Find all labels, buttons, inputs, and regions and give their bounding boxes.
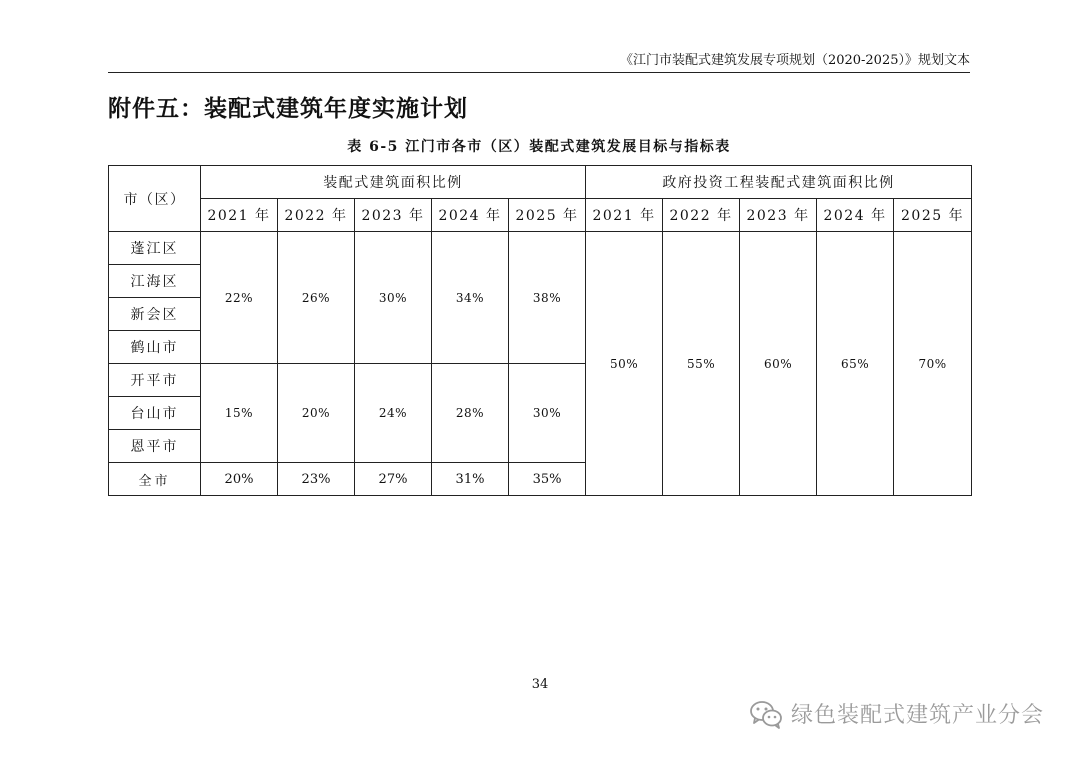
year-header: 2021 年 (586, 199, 663, 232)
year-header: 2025 年 (894, 199, 972, 232)
year-header-row (109, 199, 972, 232)
year-header: 2021 年 (201, 199, 278, 232)
gov-value-cell: 50% (586, 232, 663, 496)
year-header: 2022 年 (278, 199, 355, 232)
year-header: 2025 年 (509, 199, 586, 232)
gov-value-cell: 70% (894, 232, 972, 496)
district-cell: 台山市 (109, 397, 201, 430)
district-cell: 蓬江区 (109, 232, 201, 265)
group-header-prefab-ratio: 装配式建筑面积比例 (201, 166, 586, 199)
value-cell: 30% (509, 364, 586, 463)
value-cell: 26% (278, 232, 355, 364)
page-heading: 附件五：装配式建筑年度实施计划 (108, 96, 468, 122)
page-number: 34 (531, 677, 549, 692)
value-cell: 24% (355, 364, 432, 463)
gov-value-cell: 65% (817, 232, 894, 496)
year-header: 2024 年 (432, 199, 509, 232)
district-cell: 恩平市 (109, 430, 201, 463)
total-value-cell: 31% (432, 463, 509, 496)
year-header: 2022 年 (663, 199, 740, 232)
district-cell: 新会区 (109, 298, 201, 331)
total-value-cell: 23% (278, 463, 355, 496)
running-title: 《江门市装配式建筑发展专项规划（2020-2025）》规划文本 (619, 53, 970, 68)
total-value-cell: 27% (355, 463, 432, 496)
total-label: 全市 (109, 463, 201, 496)
value-cell: 28% (432, 364, 509, 463)
district-column-header: 市（区） (109, 166, 201, 232)
year-header: 2023 年 (740, 199, 817, 232)
group-header-gov-ratio: 政府投资工程装配式建筑面积比例 (586, 166, 972, 199)
running-header (108, 52, 970, 73)
watermark-text: 绿色装配式建筑产业分会 (790, 703, 1044, 728)
table-row (109, 232, 972, 265)
table-caption: 表 6-5 江门市各市（区）装配式建筑发展目标与指标表 (347, 139, 731, 155)
district-cell: 鹤山市 (109, 331, 201, 364)
value-cell: 22% (201, 232, 278, 364)
gov-value-cell: 55% (663, 232, 740, 496)
year-header: 2023 年 (355, 199, 432, 232)
table-header-row (109, 166, 972, 199)
value-cell: 30% (355, 232, 432, 364)
year-header: 2024 年 (817, 199, 894, 232)
value-cell: 20% (278, 364, 355, 463)
value-cell: 15% (201, 364, 278, 463)
total-value-cell: 20% (201, 463, 278, 496)
watermark (749, 698, 1044, 729)
targets-table (108, 165, 972, 496)
gov-value-cell: 60% (740, 232, 817, 496)
district-cell: 开平市 (109, 364, 201, 397)
total-value-cell: 35% (509, 463, 586, 496)
value-cell: 34% (432, 232, 509, 364)
value-cell: 38% (509, 232, 586, 364)
district-cell: 江海区 (109, 265, 201, 298)
wechat-icon (749, 699, 783, 729)
